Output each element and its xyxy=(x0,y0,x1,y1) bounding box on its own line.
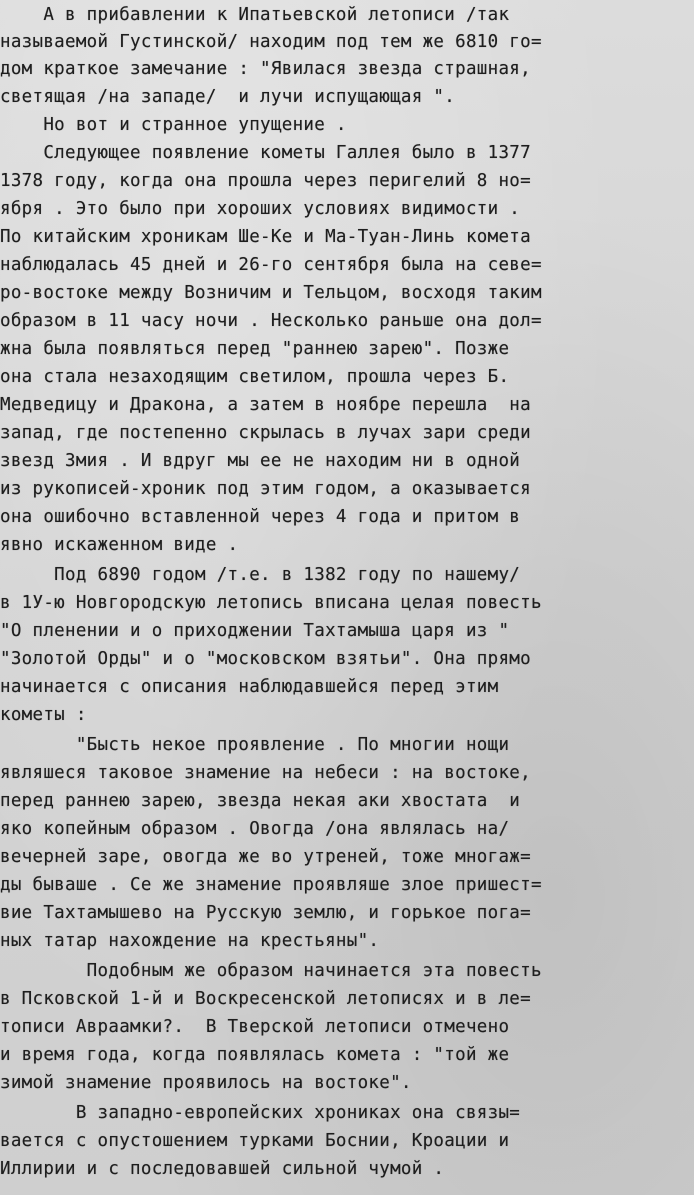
text-line: светящая /на западе/ и лучи испущающая ". xyxy=(0,87,456,107)
text-line: ды бываше . Се же знамение проявляше злое пришест= xyxy=(0,875,542,895)
text-line: Под 6890 годом /т.е. в 1382 году по нашему/ xyxy=(0,565,521,585)
text-line: вечерней заре, овогда же во утреней, тоже многаж= xyxy=(0,847,531,867)
text-line: "Бысть некое проявление . По многии нощи xyxy=(0,735,510,755)
text-line: Следующее появление кометы Галлея было в 1377 xyxy=(0,143,531,163)
text-line: она стала незаходящим светилом, прошла через Б. xyxy=(0,367,510,387)
text-line: жна была появляться перед "раннею зарею". Позже xyxy=(0,339,510,359)
text-line: перед раннею зарею, звезда некая аки хвостата и xyxy=(0,791,521,811)
text-line: "Золотой Орды" и о "московском взятьи". Она прямо xyxy=(0,649,531,669)
text-line: кометы : xyxy=(0,705,87,725)
text-line: зимой знамение проявилось на востоке". xyxy=(0,1073,412,1093)
text-line: называемой Густинской/ находим под тем же 6810 го= xyxy=(0,32,542,52)
text-line: Подобным же образом начинается эта повесть xyxy=(0,961,542,981)
text-line: в Псковской 1-й и Воскресенской летописях и в ле= xyxy=(0,989,531,1009)
text-line: и время года, когда появлялась комета : "той же xyxy=(0,1045,510,1065)
text-line: Иллирии и с последовавшей сильной чумой . xyxy=(0,1159,445,1179)
text-line: являшеся таковое знамение на небеси : на востоке, xyxy=(0,763,531,783)
text-line: вие Тахтамышево на Русскую землю, и горькое пога= xyxy=(0,903,531,923)
text-line: начинается с описания наблюдавшейся перед этим xyxy=(0,677,499,697)
text-line: запад, где постепенно скрылась в лучах зари среди xyxy=(0,423,531,443)
text-line: в 1У-ю Новгородскую летопись вписана целая повесть xyxy=(0,593,542,613)
text-line: явно искаженном виде . xyxy=(0,535,239,555)
text-line: яко копейным образом . Овогда /она являлась на/ xyxy=(0,819,510,839)
text-line: В западно-европейских хрониках она связы= xyxy=(0,1103,521,1123)
text-line: По китайским хроникам Ше-Ке и Ма-Туан-Линь комета xyxy=(0,227,531,247)
text-line: образом в 11 часу ночи . Несколько раньше она дол= xyxy=(0,311,542,331)
text-line: ных татар нахождение на крестьяны". xyxy=(0,931,380,951)
text-line: "О пленении и о приходжении Тахтамыша царя из " xyxy=(0,621,510,641)
text-line: звезд Змия . И вдруг мы ее не находим ни в одной xyxy=(0,451,521,471)
text-line: наблюдалась 45 дней и 26-го сентября была на севе= xyxy=(0,255,542,275)
text-line: ября . Это было при хороших условиях видимости . xyxy=(0,199,521,219)
text-line: А в прибавлении к Ипатьевской летописи /так xyxy=(0,5,510,25)
text-line: из рукописей-хроник под этим годом, а оказывается xyxy=(0,479,531,499)
text-line: вается с опустошением турками Боснии, Кроации и xyxy=(0,1131,510,1151)
text-line: она ошибочно вставленной через 4 года и притом в xyxy=(0,507,521,527)
text-line: тописи Авраамки?. В Тверской летописи отмечено xyxy=(0,1017,510,1037)
text-line: дом краткое замечание : "Явилася звезда страшная, xyxy=(0,59,531,79)
text-line: ро-востоке между Возничим и Тельцом, восходя таким xyxy=(0,283,542,303)
text-line: Но вот и странное упущение . xyxy=(0,115,347,135)
text-line: 1378 году, когда она прошла через перигелий 8 но= xyxy=(0,171,531,191)
text-line: Медведицу и Дракона, а затем в ноябре перешла на xyxy=(0,395,531,415)
